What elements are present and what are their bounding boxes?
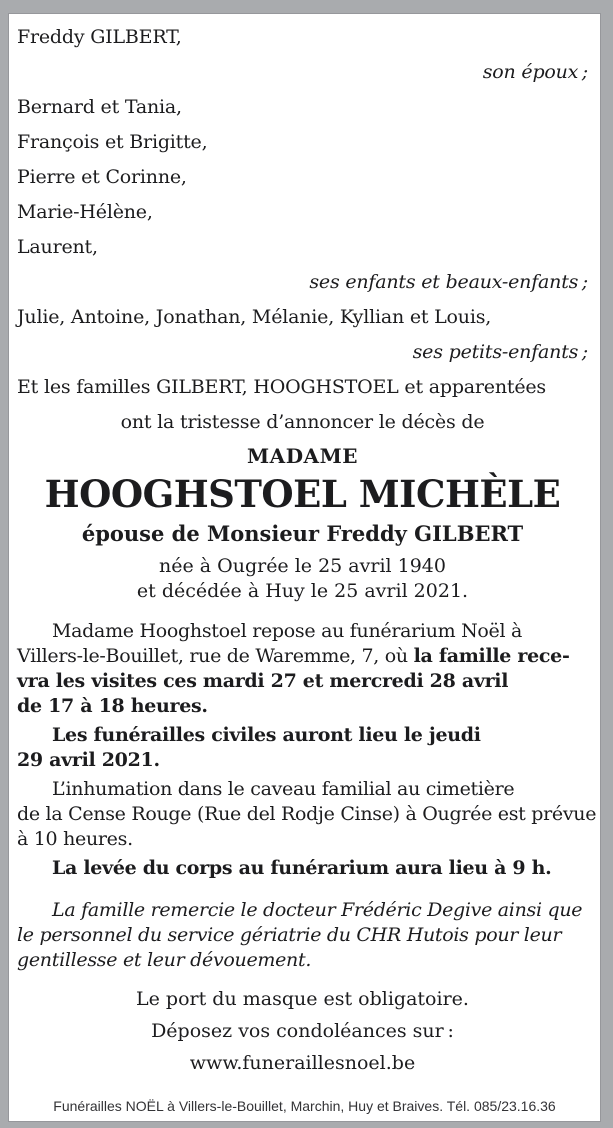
madame-label: MADAME [247, 444, 358, 468]
body-segment: Madame Hooghstoel repose au funérarium Noël à [52, 620, 523, 642]
closing-lines [17, 983, 588, 1079]
body-segment: la famille rece- [413, 645, 570, 667]
body-segment: La levée du corps au funérarium aura lieu à 9 h. [52, 857, 552, 879]
body-line [17, 827, 588, 852]
body-line [17, 948, 588, 973]
deceased-name: HOOGHSTOEL MICHÈLE [44, 472, 561, 516]
body-line [17, 856, 588, 881]
body-line [17, 619, 588, 644]
body-line [17, 923, 588, 948]
body-segment: L’inhumation dans le caveau familial au cimetière [52, 778, 515, 800]
closing-line: Déposez vos condoléances sur : [151, 1020, 454, 1042]
body-line [17, 802, 597, 827]
body-segment: gentillesse et leur dévouement. [17, 949, 312, 971]
family-line: Laurent, [17, 236, 98, 258]
body-segment: à 10 heures. [17, 828, 133, 850]
body-segment: le personnel du service gériatrie du CHR Hutois pour leur [17, 924, 562, 946]
family-line: Freddy GILBERT, [17, 26, 182, 48]
body-segment: Villers-le-Bouillet, rue de Waremme, 7, où [17, 645, 414, 667]
body-segment: de 17 à 18 heures. [17, 695, 208, 717]
closing-line: www.funeraillesnoel.be [189, 1052, 416, 1074]
death-line: et décédée à Huy le 25 avril 2021. [136, 580, 469, 602]
body-segment: Les funérailles civiles auront lieu le jeudi [52, 724, 481, 746]
family-list [17, 20, 588, 440]
body-line [17, 723, 588, 748]
family-line: Marie-Hélène, [17, 201, 153, 223]
body-text [17, 619, 597, 973]
family-line: François et Brigitte, [17, 131, 208, 153]
family-line: ses petits-enfants ; [412, 341, 588, 363]
birth-death-block [17, 554, 588, 604]
family-line: son époux ; [482, 61, 588, 83]
family-line: Bernard et Tania, [17, 96, 182, 118]
body-line [17, 898, 588, 923]
body-line [17, 644, 588, 669]
body-line [17, 777, 588, 802]
body-line [17, 748, 588, 773]
body-segment: vra les visites ces mardi 27 et mercredi 28 avril [17, 670, 509, 692]
closing-line: Le port du masque est obligatoire. [136, 988, 469, 1010]
birth-line: née à Ougrée le 25 avril 1940 [159, 555, 446, 577]
body-segment: 29 avril 2021. [17, 749, 160, 771]
family-line: Julie, Antoine, Jonathan, Mélanie, Kyllian et Louis, [17, 306, 492, 328]
notice-card [8, 13, 601, 1122]
body-line [17, 669, 588, 694]
family-line: ses enfants et beaux-enfants ; [309, 271, 588, 293]
family-line: ont la tristesse d’annoncer le décès de [120, 411, 485, 433]
spouse-line: épouse de Monsieur Freddy GILBERT [81, 521, 524, 546]
body-segment: de la Cense Rouge (Rue del Rodje Cinse) à Ougrée est prévue [17, 803, 597, 825]
family-line: Et les familles GILBERT, HOOGHSTOEL et apparentées [17, 376, 546, 398]
family-line: Pierre et Corinne, [17, 166, 187, 188]
body-line [17, 694, 588, 719]
body-segment: La famille remercie le docteur Frédéric Degive ainsi que [52, 899, 583, 921]
funeral-home-footer: Funérailles NOËL à Villers-le-Bouillet, Marchin, Huy et Braives. Tél. 085/23.16.36 [53, 1098, 556, 1114]
